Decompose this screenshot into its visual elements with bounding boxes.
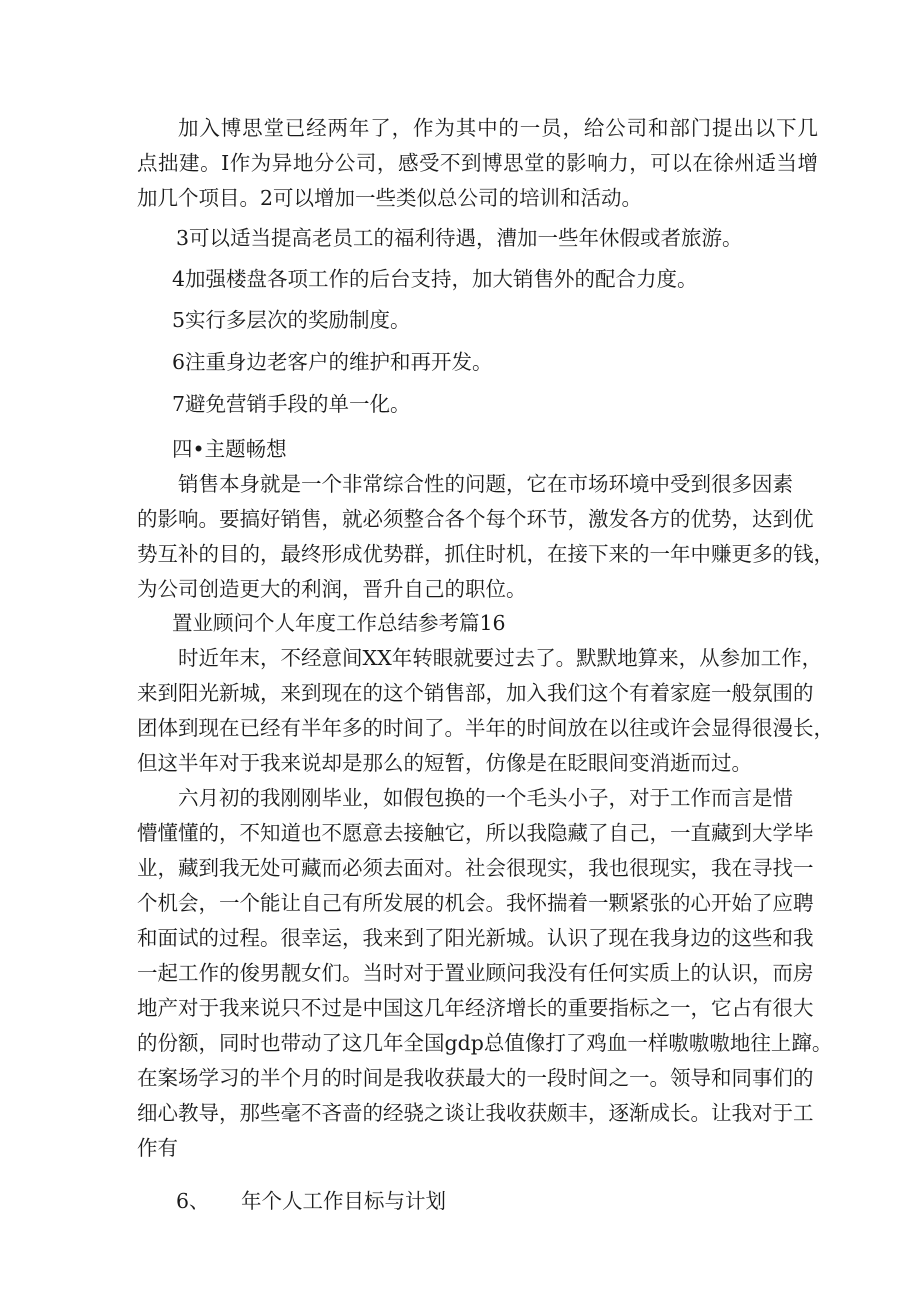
suggestion-7: 7避免营销手段的单一化。	[172, 392, 411, 416]
section-line-2: 的影响。要搞好销售，就必须整合各个每个环节，激发各方的优势，达到优	[137, 507, 814, 531]
section-line-1: 销售本身就是一个非常综合性的问题，它在市场环境中受到很多因素	[178, 472, 793, 496]
intro-line-3: 加几个项目。2可以增加一些类似总公司的培训和活动。	[137, 186, 643, 210]
para1-line-1: 时近年末，不经意间XX年转眼就要过去了。默默地算来，从参加工作，	[178, 646, 823, 670]
para2-line-1: 六月初的我刚刚毕业，如假包换的一个毛头小子，对于工作而言是惜	[178, 786, 793, 810]
para2-line-4: 个机会，一个能让自己有所发展的机会。我怀揣着一颗紧张的心开始了应聘	[137, 891, 814, 915]
para2-line-2: 懵懂懂的，不知道也不愿意去接触它，所以我隐藏了自己，一直藏到大学毕	[137, 821, 814, 845]
para2-line-7: 地产对于我来说只不过是中国这几年经济增长的重要指标之一，它占有很大	[137, 996, 814, 1020]
footer-heading-text: 年个人工作目标与计划	[241, 1189, 446, 1213]
intro-line-2: 点拙建。I作为异地分公司，感受不到博思堂的影响力，可以在徐州适当增	[137, 151, 818, 175]
para2-line-10: 细心教导，那些毫不吝啬的经骁之谈让我收获颇丰，逐渐成长。让我对于工	[137, 1101, 814, 1125]
para2-line-11: 作有	[137, 1136, 178, 1160]
suggestion-5: 5实行多层次的奖励制度。	[172, 308, 411, 332]
article-title: 置业顾问个人年度工作总结参考篇16	[172, 611, 506, 635]
section-heading: 四•主题畅想	[172, 437, 287, 461]
para1-line-2: 来到阳光新城，来到现在的这个销售部，加入我们这个有着家庭一般氛围的	[137, 681, 814, 705]
para1-line-4: 但这半年对于我来说却是那么的短暂，仿像是在眨眼间变消逝而过。	[137, 751, 752, 775]
para2-line-3: 业，藏到我无处可藏而必须去面对。社会很现实，我也很现实，我在寻找一	[137, 856, 814, 880]
suggestion-6: 6注重身边老客户的维护和再开发。	[172, 350, 493, 374]
suggestion-4: 4加强楼盘各项工作的后台支持，加大销售外的配合力度。	[172, 267, 698, 291]
para2-line-6: 一起工作的俊男靓女们。当时对于置业顾问我没有任何实质上的认识，而房	[137, 961, 814, 985]
para2-line-9: 在案场学习的半个月的时间是我收获最大的一段时间之一。领导和同事们的	[137, 1066, 814, 1090]
section-line-4: 为公司创造更大的利润，晋升自己的职位。	[137, 577, 527, 601]
para2-line-5: 和面试的过程。很幸运，我来到了阳光新城。认识了现在我身边的这些和我	[137, 926, 814, 950]
suggestion-3: 3可以适当提高老员工的福利待遇，漕加一些年休假或者旅游。	[176, 226, 743, 250]
para2-line-8: 的份额，同时也带动了这几年全国gdp总值像打了鸡血一样嗷嗷嗷地往上蹿。	[137, 1031, 833, 1055]
footer-heading-number: 6、	[176, 1189, 210, 1213]
intro-line-1: 加入博思堂已经两年了，作为其中的一员，给公司和部门提出以下几	[178, 116, 818, 140]
para1-line-3: 团体到现在已经有半年多的时间了。半年的时间放在以往或许会显得很漫长，	[137, 716, 834, 740]
section-line-3: 势互补的目的，最终形成优势群，抓住时机，在接下来的一年中赚更多的钱，	[137, 542, 834, 566]
